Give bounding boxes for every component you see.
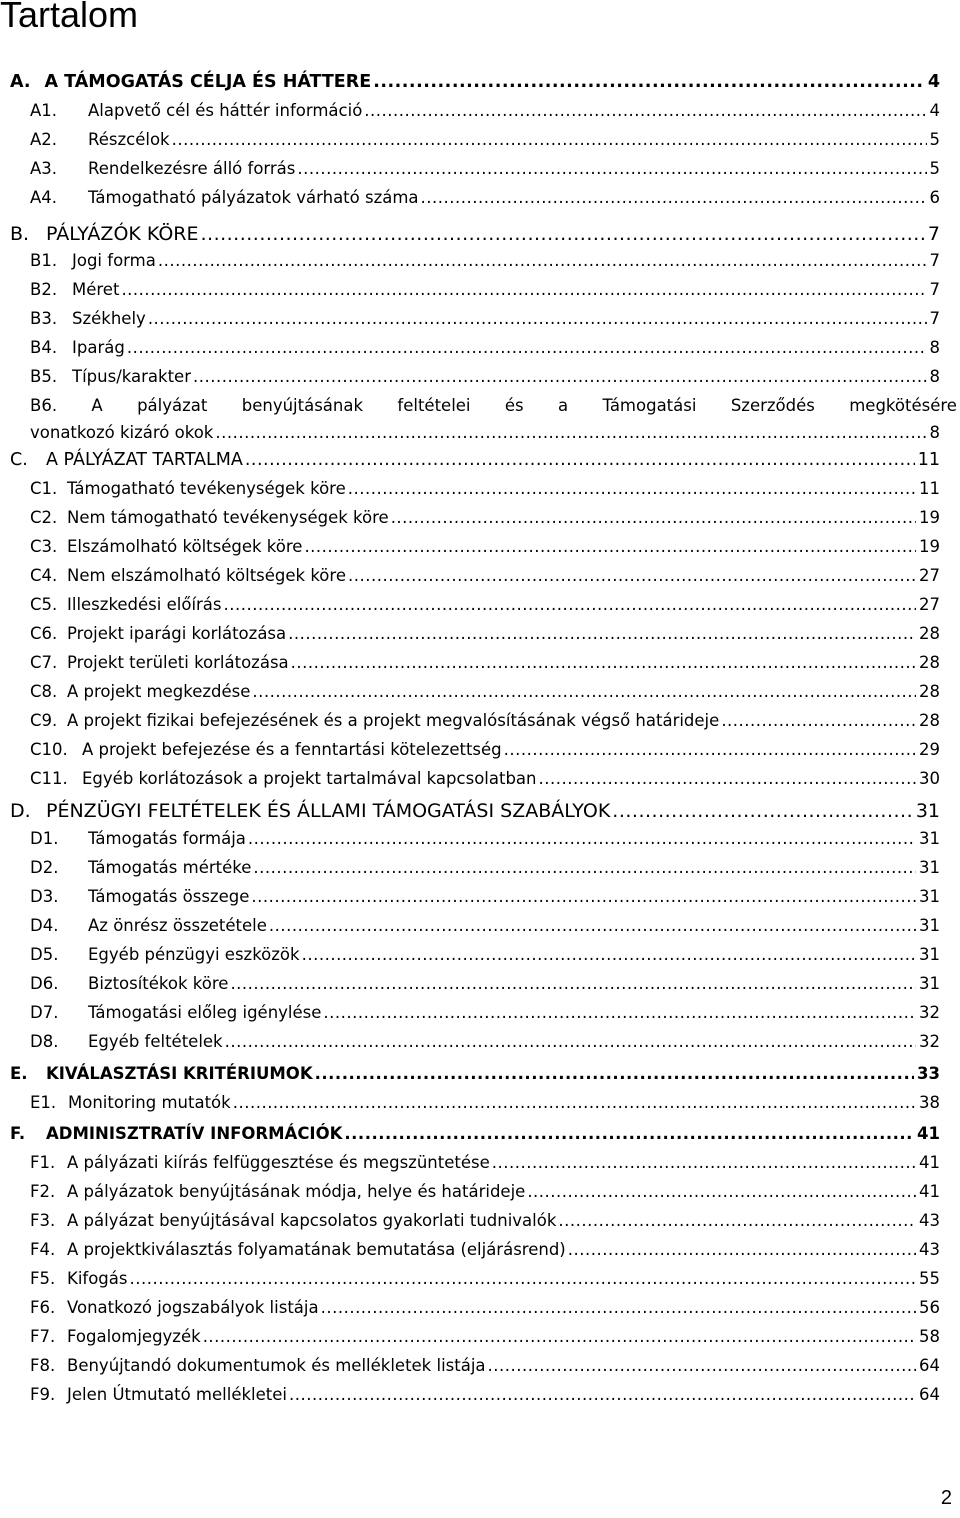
toc-entry-page: 4 <box>929 101 940 120</box>
toc-entry-label: Nem támogatható tevékenységek köre <box>67 508 389 527</box>
toc-entry-page: 27 <box>919 566 940 585</box>
toc-entry-page: 31 <box>919 858 940 877</box>
toc-entry-page: 41 <box>917 1124 940 1143</box>
toc-entry-page: 8 <box>929 338 940 357</box>
toc-entry-number: A2. <box>30 130 58 149</box>
toc-entry-number: C7. <box>30 653 58 672</box>
toc-entry-label: Méret <box>72 280 120 299</box>
toc-entry-word: pályázat <box>137 396 208 415</box>
toc-entry-number: A1. <box>30 101 58 120</box>
toc-leader <box>391 508 916 527</box>
toc-leader <box>348 566 916 585</box>
toc-entry-page: 11 <box>919 479 940 498</box>
toc-entry-c9[interactable] <box>30 711 940 737</box>
toc-entry-number: C1. <box>30 479 58 498</box>
toc-entry-label: Benyújtandó dokumentumok és mellékletek listája <box>67 1356 486 1375</box>
toc-entry-c1[interactable] <box>30 479 940 505</box>
toc-entry-page: 32 <box>919 1003 940 1022</box>
toc-entry-b6-line1[interactable] <box>30 396 957 415</box>
toc-entry-page: 4 <box>927 72 940 92</box>
toc-entry-label: Projekt területi korlátozása <box>67 653 289 672</box>
toc-entry-label: Támogatás összege <box>88 887 250 906</box>
toc-entry-d8[interactable] <box>30 1032 940 1058</box>
toc-leader <box>373 72 925 92</box>
toc-entry-label: Fogalomjegyzék <box>67 1327 201 1346</box>
toc-leader <box>304 537 916 556</box>
toc-entry-label: Rendelkezésre álló forrás <box>88 159 296 178</box>
toc-entry-number: F9. <box>30 1385 56 1404</box>
toc-entry-label: ADMINISZTRATÍV INFORMÁCIÓK <box>46 1124 343 1143</box>
toc-entry-page: 64 <box>919 1356 940 1375</box>
toc-entry-label: PÉNZÜGYI FELTÉTELEK ÉS ÁLLAMI TÁMOGATÁSI SZABÁLYOK <box>46 800 611 822</box>
toc-entry-page: 31 <box>915 800 940 822</box>
toc-leader <box>172 130 927 149</box>
toc-entry-number: F1. <box>30 1153 56 1172</box>
toc-entry-f5[interactable] <box>30 1269 940 1295</box>
toc-entry-number: E. <box>10 1064 28 1083</box>
toc-entry-page: 29 <box>919 740 940 759</box>
toc-leader <box>245 450 915 470</box>
toc-entry-page: 5 <box>929 159 940 178</box>
toc-entry-label: A pályázati kiírás felfüggesztése és megszüntetése <box>67 1153 490 1172</box>
toc-entry-page: 58 <box>919 1327 940 1346</box>
toc-entry-page: 8 <box>929 423 940 442</box>
toc-leader <box>289 1385 916 1404</box>
toc-entry-number: D2. <box>30 858 59 877</box>
toc-entry-page: 43 <box>919 1211 940 1230</box>
toc-entry-number: B2. <box>30 280 58 299</box>
toc-entry-number: E1. <box>30 1093 57 1112</box>
toc-entry-f[interactable] <box>10 1124 940 1150</box>
toc-entry-number: D6. <box>30 974 59 993</box>
toc-entry-number: C4. <box>30 566 58 585</box>
toc-entry-f7[interactable] <box>30 1327 940 1353</box>
toc-entry-label: A PÁLYÁZAT TARTALMA <box>46 450 243 470</box>
toc-entry-page: 41 <box>919 1153 940 1172</box>
toc-entry-d5[interactable] <box>30 945 940 971</box>
toc-entry-number: D7. <box>30 1003 59 1022</box>
toc-leader <box>568 1240 916 1259</box>
toc-leader <box>302 945 916 964</box>
toc-entry-label: Támogatás formája <box>88 829 246 848</box>
toc-leader <box>297 159 926 178</box>
toc-leader <box>233 1093 916 1112</box>
toc-leader <box>130 1269 917 1288</box>
toc-entry-label: Részcélok <box>88 130 170 149</box>
toc-entry-label: vonatkozó kizáró okok <box>30 423 214 442</box>
toc-leader <box>612 800 913 822</box>
toc-entry-number: C11. <box>30 769 68 788</box>
page-number: 2 <box>940 1487 952 1509</box>
toc-entry-label: Iparág <box>72 338 125 357</box>
toc-entry-number: F3. <box>30 1211 56 1230</box>
toc-entry-e[interactable] <box>10 1064 940 1090</box>
toc-entry-number: F7. <box>30 1327 56 1346</box>
toc-entry-label: A projekt befejezése és a fenntartási kötelezettség <box>82 740 502 759</box>
toc-entry-a4[interactable] <box>30 188 940 214</box>
toc-entry-b6-line2[interactable] <box>30 423 940 449</box>
toc-entry-page: 33 <box>917 1064 940 1083</box>
toc-entry-b4[interactable] <box>30 338 940 364</box>
toc-entry-label: Az önrész összetétele <box>88 916 267 935</box>
toc-leader <box>248 829 916 848</box>
toc-entry-label: Támogatható pályázatok várható száma <box>88 188 419 207</box>
toc-entry-c3[interactable] <box>30 537 940 563</box>
toc-entry-d4[interactable] <box>30 916 940 942</box>
toc-entry-label: Egyéb feltételek <box>88 1032 223 1051</box>
toc-entry-word: A <box>91 396 103 415</box>
toc-entry-c[interactable] <box>10 450 940 476</box>
toc-leader <box>721 711 916 730</box>
toc-entry-c4[interactable] <box>30 566 940 592</box>
toc-entry-label: Jelen Útmutató mellékletei <box>67 1385 287 1404</box>
toc-entry-number: B3. <box>30 309 58 328</box>
toc-entry-page: 43 <box>919 1240 940 1259</box>
toc-entry-c7[interactable] <box>30 653 940 679</box>
toc-entry-number: B1. <box>30 251 58 270</box>
toc-entry-page: 31 <box>919 974 940 993</box>
toc-leader <box>253 858 916 877</box>
toc-entry-number: D. <box>10 800 31 822</box>
toc-entry-a[interactable] <box>10 72 940 98</box>
toc-entry-number: A4. <box>30 188 58 207</box>
toc-leader <box>348 479 916 498</box>
toc-entry-f3[interactable] <box>30 1211 940 1237</box>
toc-entry-number: C3. <box>30 537 58 556</box>
toc-leader <box>504 740 916 759</box>
toc-entry-number: C8. <box>30 682 58 701</box>
toc-entry-a1[interactable] <box>30 101 940 127</box>
toc-entry-f4[interactable] <box>30 1240 940 1266</box>
toc-entry-d7[interactable] <box>30 1003 940 1029</box>
toc-entry-label: PÁLYÁZÓK KÖRE <box>46 223 199 245</box>
toc-entry-page: 38 <box>919 1093 940 1112</box>
toc-leader <box>127 338 927 357</box>
toc-leader <box>148 309 927 328</box>
toc-entry-label: Vonatkozó jogszabályok listája <box>67 1298 319 1317</box>
toc-leader <box>158 251 927 270</box>
toc-leader <box>558 1211 916 1230</box>
toc-entry-label: Elszámolható költségek köre <box>67 537 303 556</box>
toc-entry-c10[interactable] <box>30 740 940 766</box>
toc-entry-label: Illeszkedési előírás <box>67 595 222 614</box>
toc-entry-label: Nem elszámolható költségek köre <box>67 566 346 585</box>
toc-entry-page: 7 <box>929 251 940 270</box>
toc-entry-number: C10. <box>30 740 68 759</box>
toc-entry-label: A pályázatok benyújtásának módja, helye és határideje <box>67 1182 526 1201</box>
toc-entry-b5[interactable] <box>30 367 940 393</box>
toc-leader <box>288 624 916 643</box>
toc-entry-e1[interactable] <box>30 1093 940 1119</box>
toc-entry-label: Típus/karakter <box>72 367 191 386</box>
toc-entry-f1[interactable] <box>30 1153 940 1179</box>
toc-entry-d6[interactable] <box>30 974 940 1000</box>
toc-entry-f8[interactable] <box>30 1356 940 1382</box>
toc-entry-number: C2. <box>30 508 58 527</box>
toc-leader <box>193 367 927 386</box>
toc-entry-number: B6. <box>30 396 58 415</box>
toc-leader <box>121 280 926 299</box>
toc-entry-page: 19 <box>919 537 940 556</box>
toc-entry-page: 7 <box>927 223 940 245</box>
toc-entry-page: 7 <box>929 309 940 328</box>
toc-entry-label: A projekt fizikai befejezésének és a projekt megvalósításának végső határideje <box>67 711 720 730</box>
toc-leader <box>492 1153 916 1172</box>
toc-entry-label: Támogatási előleg igénylése <box>88 1003 322 1022</box>
toc-entry-label: A pályázat benyújtásával kapcsolatos gyakorlati tudnivalók <box>67 1211 557 1230</box>
toc-entry-a2[interactable] <box>30 130 940 156</box>
toc-leader <box>321 1298 916 1317</box>
toc-leader <box>224 595 916 614</box>
toc-leader <box>269 916 916 935</box>
toc-entry-number: F5. <box>30 1269 56 1288</box>
toc-entry-d2[interactable] <box>30 858 940 884</box>
toc-entry-c2[interactable] <box>30 508 940 534</box>
toc-entry-f9[interactable] <box>30 1385 940 1411</box>
toc-entry-word: Szerződés <box>730 396 815 415</box>
toc-entry-page: 19 <box>919 508 940 527</box>
toc-entry-c8[interactable] <box>30 682 940 708</box>
toc-leader <box>291 653 916 672</box>
toc-entry-page: 7 <box>929 280 940 299</box>
toc-entry-label: Támogatás mértéke <box>88 858 252 877</box>
toc-entry-number: A3. <box>30 159 58 178</box>
toc-entry-page: 11 <box>917 450 940 470</box>
toc-entry-label: Támogatható tevékenységek köre <box>67 479 346 498</box>
toc-leader <box>252 682 916 701</box>
toc-entry-label: Székhely <box>72 309 146 328</box>
toc-entry-page: 28 <box>919 682 940 701</box>
toc-leader <box>323 1003 916 1022</box>
toc-entry-number: D3. <box>30 887 59 906</box>
toc-leader <box>203 1327 916 1346</box>
toc-entry-word: benyújtásának <box>241 396 364 415</box>
toc-entry-page: 31 <box>919 887 940 906</box>
toc-entry-number: C6. <box>30 624 58 643</box>
toc-leader <box>421 188 927 207</box>
toc-entry-label: KIVÁLASZTÁSI KRITÉRIUMOK <box>46 1064 313 1083</box>
toc-entry-b3[interactable] <box>30 309 940 335</box>
toc-entry-label: Projekt iparági korlátozása <box>67 624 287 643</box>
toc-entry-number: F4. <box>30 1240 56 1259</box>
toc-entry-c11[interactable] <box>30 769 940 795</box>
toc-leader <box>527 1182 916 1201</box>
toc-entry-page: 32 <box>919 1032 940 1051</box>
toc-entry-page: 5 <box>929 130 940 149</box>
toc-entry-page: 31 <box>919 916 940 935</box>
toc-entry-c5[interactable] <box>30 595 940 621</box>
page-title: Tartalom <box>0 0 139 35</box>
toc-leader <box>364 101 926 120</box>
toc-entry-page: 30 <box>919 769 940 788</box>
toc-entry-c6[interactable] <box>30 624 940 650</box>
toc-entry-a3[interactable] <box>30 159 940 185</box>
toc-entry-number: B. <box>10 223 30 245</box>
toc-entry-word: a <box>557 396 569 415</box>
toc-entry-word: feltételei <box>397 396 471 415</box>
toc-entry-number: D4. <box>30 916 59 935</box>
toc-entry-number: D8. <box>30 1032 59 1051</box>
toc-leader <box>539 769 917 788</box>
toc-entry-page: 31 <box>919 945 940 964</box>
toc-leader <box>488 1356 916 1375</box>
toc-entry-f2[interactable] <box>30 1182 940 1208</box>
toc-entry-label: Kifogás <box>67 1269 128 1288</box>
toc-entry-b1[interactable] <box>30 251 940 277</box>
toc-entry-page: 56 <box>919 1298 940 1317</box>
toc-entry-page: 8 <box>929 367 940 386</box>
toc-entry-d[interactable] <box>10 800 940 826</box>
toc-entry-d3[interactable] <box>30 887 940 913</box>
toc-entry-page: 31 <box>919 829 940 848</box>
toc-entry-page: 27 <box>919 595 940 614</box>
toc-entry-label: Biztosítékok köre <box>88 974 229 993</box>
toc-entry-number: F2. <box>30 1182 56 1201</box>
toc-entry-page: 55 <box>919 1269 940 1288</box>
toc-entry-page: 6 <box>929 188 940 207</box>
toc-entry-label: Monitoring mutatók <box>68 1093 231 1112</box>
toc-leader <box>225 1032 916 1051</box>
toc-entry-label: Alapvető cél és háttér információ <box>88 101 363 120</box>
toc-entry-number: F8. <box>30 1356 56 1375</box>
toc-entry-page: 64 <box>919 1385 940 1404</box>
toc-entry-page: 28 <box>919 653 940 672</box>
toc-entry-number: C5. <box>30 595 58 614</box>
toc-entry-number: A. <box>10 72 31 92</box>
toc-leader <box>230 974 916 993</box>
toc-entry-number: D5. <box>30 945 59 964</box>
toc-entry-number: F6. <box>30 1298 56 1317</box>
toc-entry-number: B4. <box>30 338 58 357</box>
toc-entry-label: A projektkiválasztás folyamatának bemutatása (eljárásrend) <box>67 1240 566 1259</box>
toc-entry-page: 41 <box>919 1182 940 1201</box>
toc-entry-number: F. <box>10 1124 26 1143</box>
toc-entry-word: Támogatási <box>602 396 697 415</box>
toc-entry-page: 28 <box>919 624 940 643</box>
toc-leader <box>200 223 924 245</box>
toc-entry-number: C. <box>10 450 28 470</box>
toc-entry-word: és <box>504 396 524 415</box>
toc-entry-label: A projekt megkezdése <box>67 682 251 701</box>
toc-entry-d1[interactable] <box>30 829 940 855</box>
toc-leader <box>344 1124 914 1143</box>
toc-entry-number: C9. <box>30 711 58 730</box>
toc-entry-f6[interactable] <box>30 1298 940 1324</box>
toc-entry-word: megkötésére <box>849 396 957 415</box>
toc-leader <box>315 1064 914 1083</box>
toc-entry-number: D1. <box>30 829 59 848</box>
toc-entry-b2[interactable] <box>30 280 940 306</box>
toc-entry-label: A TÁMOGATÁS CÉLJA ÉS HÁTTERE <box>44 72 372 92</box>
toc-entry-number: B5. <box>30 367 58 386</box>
toc-entry-label: Egyéb pénzügyi eszközök <box>88 945 300 964</box>
toc-entry-label: Egyéb korlátozások a projekt tartalmával kapcsolatban <box>82 769 537 788</box>
toc-leader <box>251 887 916 906</box>
toc-leader <box>215 423 926 442</box>
toc-entry-page: 28 <box>919 711 940 730</box>
toc-entry-label: Jogi forma <box>72 251 156 270</box>
toc-entry-b[interactable] <box>10 223 940 249</box>
